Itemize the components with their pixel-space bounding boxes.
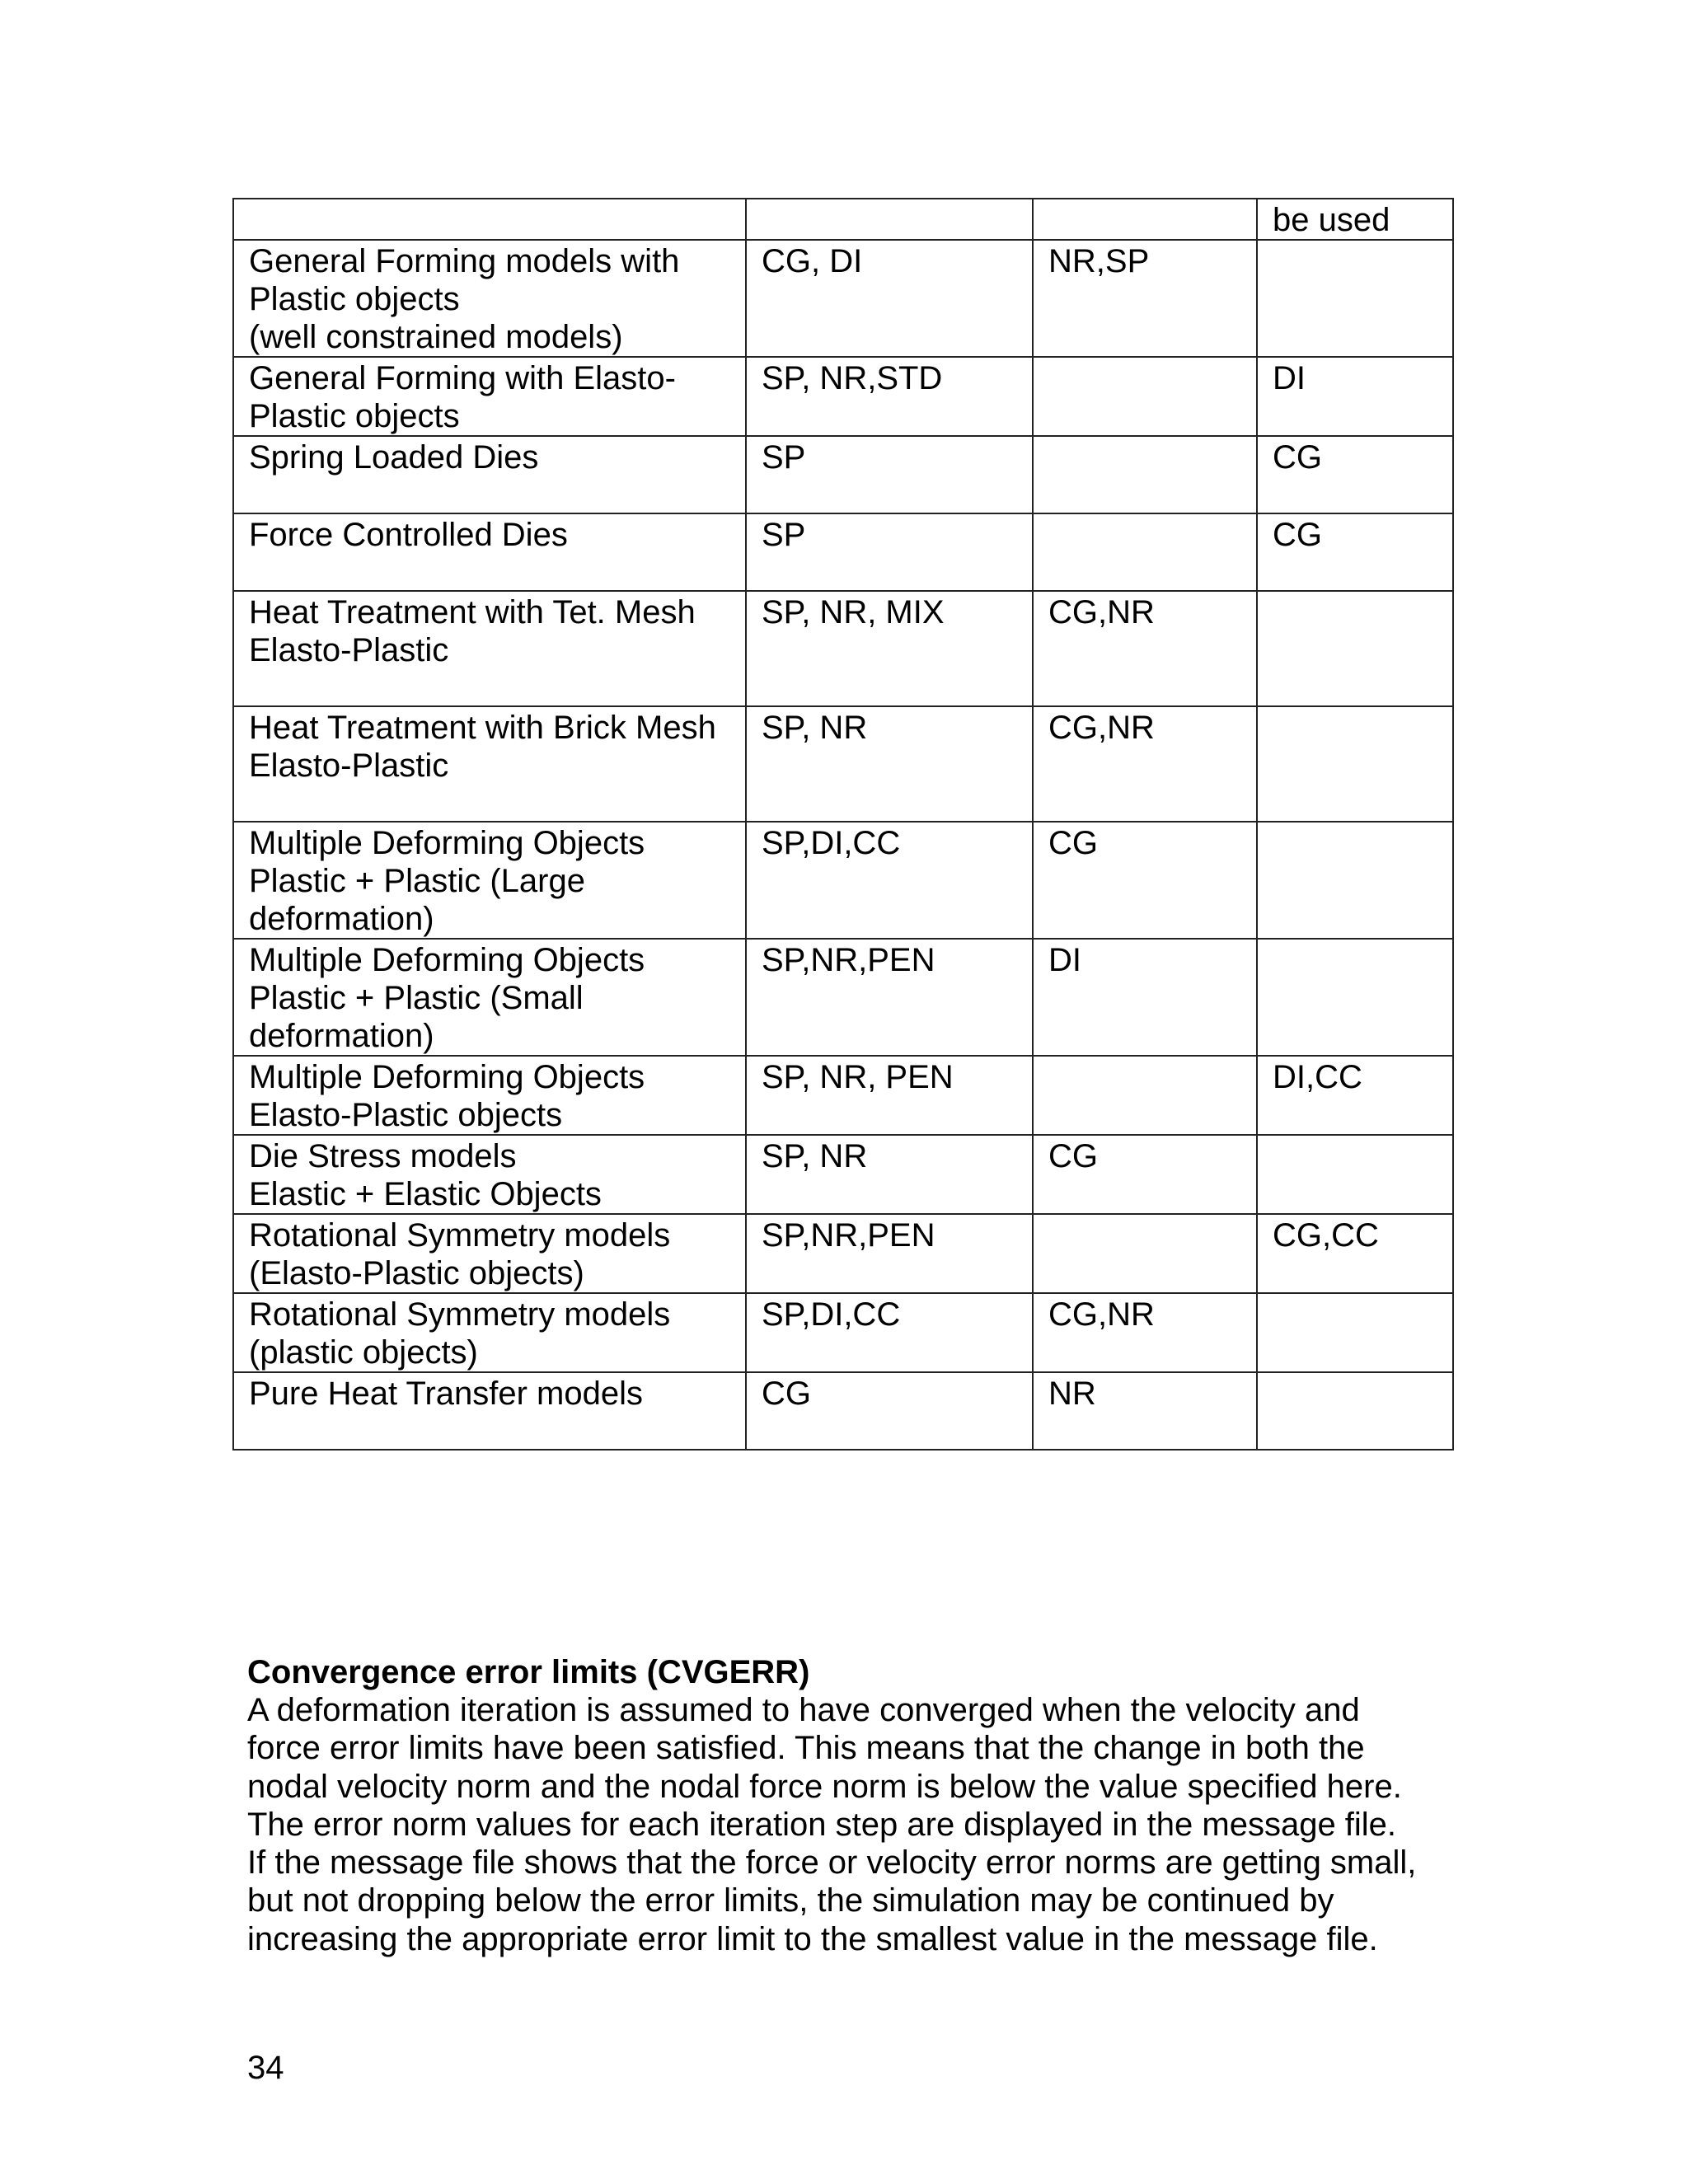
alternate-solver-cell bbox=[1033, 1056, 1257, 1135]
recommended-solver-cell: SP,NR,PEN bbox=[746, 939, 1033, 1056]
model-type-cell: Multiple Deforming Objects Plastic + Plastic (Large deformation) bbox=[233, 822, 746, 939]
alternate-solver-cell: DI bbox=[1033, 939, 1257, 1056]
recommended-solver-cell: SP, NR, MIX bbox=[746, 591, 1033, 706]
avoid-solver-cell: CG,CC bbox=[1257, 1214, 1453, 1293]
table-row bbox=[233, 591, 1453, 706]
recommended-solver-cell: SP, NR, PEN bbox=[746, 1056, 1033, 1135]
table-row bbox=[233, 1372, 1453, 1450]
alternate-solver-cell: CG,NR bbox=[1033, 1293, 1257, 1372]
avoid-solver-cell bbox=[1257, 822, 1453, 939]
avoid-solver-cell bbox=[1257, 1135, 1453, 1214]
model-type-cell: Multiple Deforming Objects Elasto-Plastic objects bbox=[233, 1056, 746, 1135]
model-type-cell: Heat Treatment with Brick Mesh Elasto-Plastic bbox=[233, 706, 746, 822]
avoid-solver-cell bbox=[1257, 1293, 1453, 1372]
recommended-solver-cell: SP, NR bbox=[746, 1135, 1033, 1214]
avoid-solver-cell: DI bbox=[1257, 357, 1453, 436]
recommended-solver-cell bbox=[746, 199, 1033, 240]
model-type-cell: General Forming with Elasto- Plastic objects bbox=[233, 357, 746, 436]
alternate-solver-cell bbox=[1033, 436, 1257, 513]
model-type-cell: Heat Treatment with Tet. Mesh Elasto-Plastic bbox=[233, 591, 746, 706]
model-type-cell: General Forming models with Plastic objects (well constrained models) bbox=[233, 240, 746, 357]
avoid-solver-cell: CG bbox=[1257, 436, 1453, 513]
avoid-solver-cell bbox=[1257, 591, 1453, 706]
avoid-solver-cell: CG bbox=[1257, 513, 1453, 591]
model-type-cell: Die Stress models Elastic + Elastic Objects bbox=[233, 1135, 746, 1214]
section-paragraph: A deformation iteration is assumed to have converged when the velocity and force error limits have been satisfied. This means that the change in both the nodal velocity norm and the nodal force norm is below the value specified here. The error norm values for each iteration step are displayed in the message file. If the message file shows that the force or velocity error norms are getting small, but not dropping below the error limits, the simulation may be continued by increasing the appropriate error limit to the smallest value in the message file. bbox=[247, 1692, 1417, 1957]
model-type-cell: Rotational Symmetry models (plastic objects) bbox=[233, 1293, 746, 1372]
avoid-solver-cell bbox=[1257, 706, 1453, 822]
table-row bbox=[233, 436, 1453, 513]
avoid-solver-cell bbox=[1257, 240, 1453, 357]
alternate-solver-cell: CG,NR bbox=[1033, 706, 1257, 822]
model-type-cell: Spring Loaded Dies bbox=[233, 436, 746, 513]
avoid-solver-cell: DI,CC bbox=[1257, 1056, 1453, 1135]
table-row bbox=[233, 513, 1453, 591]
section-heading: Convergence error limits (CVGERR) bbox=[247, 1654, 810, 1690]
alternate-solver-cell: CG bbox=[1033, 822, 1257, 939]
table-row bbox=[233, 939, 1453, 1056]
avoid-solver-cell: be used bbox=[1257, 199, 1453, 240]
recommended-solver-cell: SP,DI,CC bbox=[746, 822, 1033, 939]
table-row bbox=[233, 1293, 1453, 1372]
table-row bbox=[233, 240, 1453, 357]
model-type-cell: Rotational Symmetry models (Elasto-Plastic objects) bbox=[233, 1214, 746, 1293]
table-row bbox=[233, 1214, 1453, 1293]
alternate-solver-cell: CG,NR bbox=[1033, 591, 1257, 706]
alternate-solver-cell: NR,SP bbox=[1033, 240, 1257, 357]
recommended-solver-cell: SP,DI,CC bbox=[746, 1293, 1033, 1372]
table-row bbox=[233, 706, 1453, 822]
recommended-solver-cell: SP,NR,PEN bbox=[746, 1214, 1033, 1293]
recommended-solver-cell: SP bbox=[746, 436, 1033, 513]
model-type-cell: Pure Heat Transfer models bbox=[233, 1372, 746, 1450]
recommended-solver-cell: CG, DI bbox=[746, 240, 1033, 357]
avoid-solver-cell bbox=[1257, 1372, 1453, 1450]
table-row bbox=[233, 199, 1453, 240]
page-number: 34 bbox=[247, 2050, 284, 2086]
alternate-solver-cell bbox=[1033, 513, 1257, 591]
alternate-solver-cell: CG bbox=[1033, 1135, 1257, 1214]
table-row bbox=[233, 1135, 1453, 1214]
alternate-solver-cell bbox=[1033, 357, 1257, 436]
model-type-cell bbox=[233, 199, 746, 240]
table-row bbox=[233, 1056, 1453, 1135]
alternate-solver-cell bbox=[1033, 199, 1257, 240]
recommended-solver-cell: SP, NR bbox=[746, 706, 1033, 822]
recommended-solver-cell: SP, NR,STD bbox=[746, 357, 1033, 436]
avoid-solver-cell bbox=[1257, 939, 1453, 1056]
solver-selection-table bbox=[232, 198, 1454, 1451]
recommended-solver-cell: CG bbox=[746, 1372, 1033, 1450]
recommended-solver-cell: SP bbox=[746, 513, 1033, 591]
alternate-solver-cell: NR bbox=[1033, 1372, 1257, 1450]
model-type-cell: Multiple Deforming Objects Plastic + Plastic (Small deformation) bbox=[233, 939, 746, 1056]
alternate-solver-cell bbox=[1033, 1214, 1257, 1293]
table-row bbox=[233, 357, 1453, 436]
table-row bbox=[233, 822, 1453, 939]
model-type-cell: Force Controlled Dies bbox=[233, 513, 746, 591]
